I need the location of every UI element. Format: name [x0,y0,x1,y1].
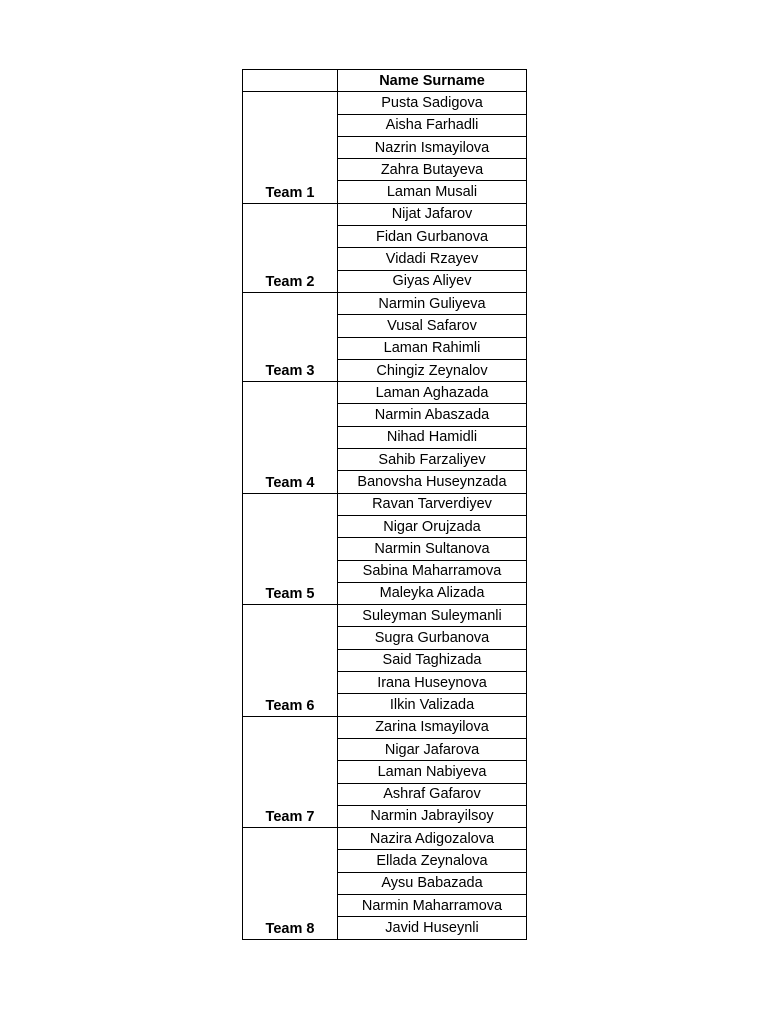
member-name-cell: Narmin Jabrayilsoy [338,805,527,827]
member-name-cell: Ellada Zeynalova [338,850,527,872]
member-name-cell: Vusal Safarov [338,315,527,337]
team-label-cell: Team 3 [243,292,338,381]
member-name-cell: Irana Huseynova [338,672,527,694]
name-column-header: Name Surname [338,70,527,92]
team-label-cell: Team 1 [243,92,338,203]
table-row [243,605,527,627]
member-name-cell: Fidan Gurbanova [338,226,527,248]
member-name-cell: Maleyka Alizada [338,582,527,604]
table-row [243,828,527,850]
member-name-cell: Zarina Ismayilova [338,716,527,738]
table-row [243,203,527,225]
member-name-cell: Javid Huseynli [338,917,527,939]
roster-body [243,92,527,939]
team-label-cell: Team 4 [243,382,338,493]
table-row [243,493,527,515]
member-name-cell: Vidadi Rzayev [338,248,527,270]
team-label-cell: Team 6 [243,605,338,716]
member-name-cell: Nihad Hamidli [338,426,527,448]
member-name-cell: Giyas Aliyev [338,270,527,292]
header-row [243,70,527,92]
member-name-cell: Nazira Adigozalova [338,828,527,850]
member-name-cell: Narmin Abaszada [338,404,527,426]
table-row [243,716,527,738]
member-name-cell: Sabina Maharramova [338,560,527,582]
member-name-cell: Sugra Gurbanova [338,627,527,649]
member-name-cell: Said Taghizada [338,649,527,671]
member-name-cell: Ravan Tarverdiyev [338,493,527,515]
member-name-cell: Sahib Farzaliyev [338,449,527,471]
member-name-cell: Zahra Butayeva [338,159,527,181]
member-name-cell: Narmin Maharramova [338,894,527,916]
team-label-cell: Team 7 [243,716,338,827]
member-name-cell: Ilkin Valizada [338,694,527,716]
member-name-cell: Laman Musali [338,181,527,203]
member-name-cell: Narmin Sultanova [338,538,527,560]
team-roster-table [242,69,527,940]
member-name-cell: Aysu Babazada [338,872,527,894]
member-name-cell: Banovsha Huseynzada [338,471,527,493]
member-name-cell: Ashraf Gafarov [338,783,527,805]
member-name-cell: Laman Rahimli [338,337,527,359]
member-name-cell: Nazrin Ismayilova [338,136,527,158]
table-row [243,92,527,114]
member-name-cell: Nijat Jafarov [338,203,527,225]
member-name-cell: Laman Nabiyeva [338,761,527,783]
member-name-cell: Laman Aghazada [338,382,527,404]
team-column-header [243,70,338,92]
team-label-cell: Team 8 [243,828,338,939]
team-label-cell: Team 2 [243,203,338,292]
team-label-cell: Team 5 [243,493,338,604]
member-name-cell: Pusta Sadigova [338,92,527,114]
member-name-cell: Nigar Orujzada [338,515,527,537]
member-name-cell: Narmin Guliyeva [338,292,527,314]
member-name-cell: Chingiz Zeynalov [338,359,527,381]
member-name-cell: Nigar Jafarova [338,738,527,760]
member-name-cell: Aisha Farhadli [338,114,527,136]
member-name-cell: Suleyman Suleymanli [338,605,527,627]
table-row [243,382,527,404]
table-row [243,292,527,314]
